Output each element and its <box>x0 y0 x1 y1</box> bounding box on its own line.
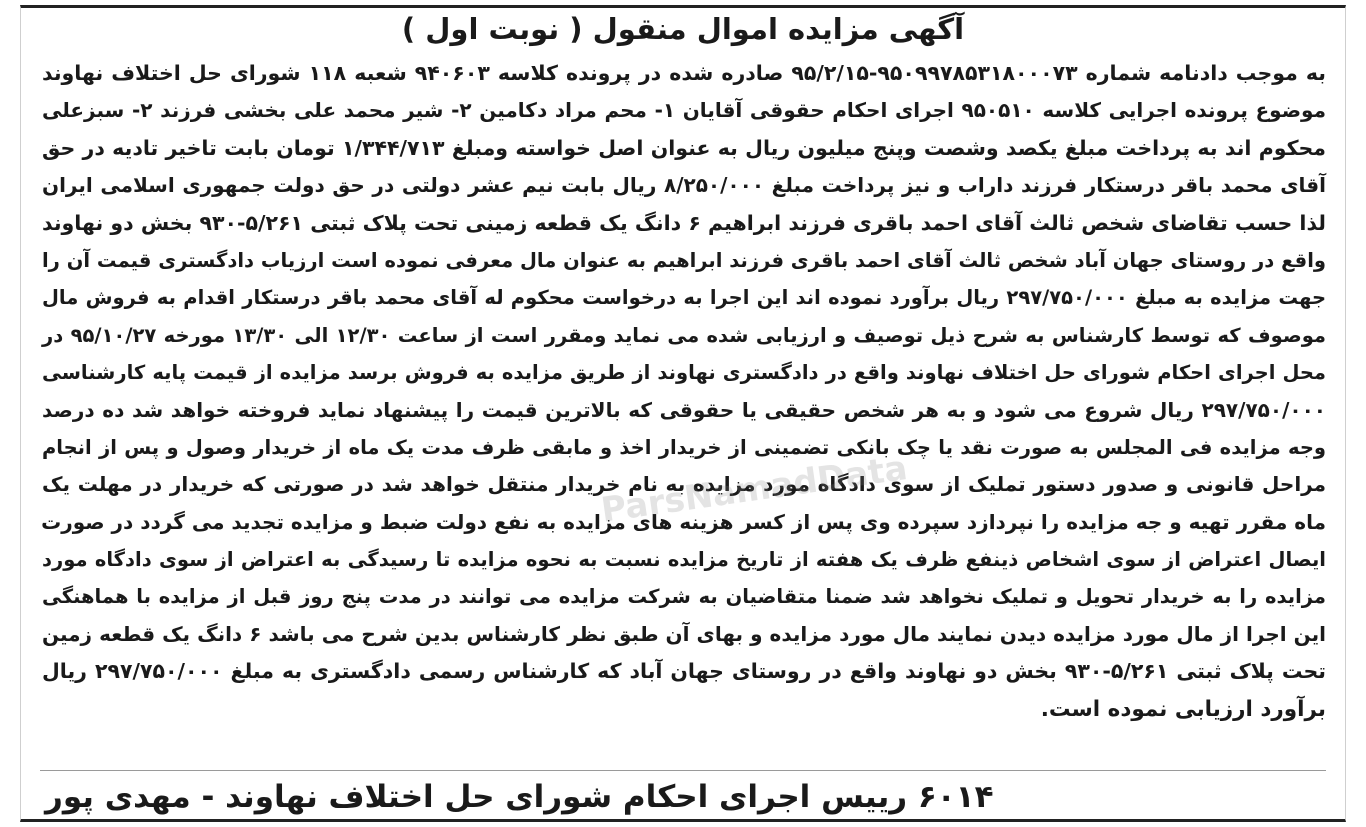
body-line: مزایده را به خریدار تحویل و تملیک نخواهد شد ضمنا متقاضیان به شرکت مزایده می توانند در مدت پنج روز قبل از مزایده با هماهنگی <box>42 585 1326 609</box>
notice-title: آگهی مزایده اموال منقول ( نوبت اول ) <box>401 12 965 46</box>
body-line: وجه مزایده فی المجلس به صورت نقد یا چک بانکی تضمینی از خریدار اخذ و مابقی ظرف مدت یک ماه از خریدار وصول و پس از انجام <box>42 435 1326 459</box>
body-line: لذا حسب تقاضای شخص ثالث آقای احمد باقری فرزند ابراهیم ۶ دانگ یک قطعه زمینی تحت پلاک ثبتی ۵/۲۶۱-۹۳۰ بخش دو نهاوند <box>42 210 1326 235</box>
signature: ۶۰۱۴ رییس اجرای احکام شورای حل اختلاف نهاوند - مهدی پور <box>45 779 994 815</box>
body-line: محل اجرای احکام شورای حل اختلاف نهاوند واقع در دادگستری نهاوند از طریق مزایده به فروش برسد مزایده از قیمت پایه کارشناسی <box>42 361 1326 385</box>
body-line: موضوع پرونده اجرایی کلاسه ۹۵۰۵۱۰ اجرای احکام حقوقی آقایان ۱- محم مراد دکامین ۲- شیر محمد علی بخشی فرزند ۲- سبزعلی <box>42 98 1326 123</box>
body-line: تحت پلاک ثبتی ۵/۲۶۱-۹۳۰ بخش دو نهاوند واقع در روستای جهان آباد که کارشناس رسمی دادگستری به مبلغ ۲۹۷/۷۵۰/۰۰۰ ریال <box>42 659 1326 684</box>
body-line: واقع در روستای جهان آباد شخص ثالث آقای احمد باقری فرزند ابراهیم به عنوان مال معرفی نموده است ارزیاب دادگستری قیمت آن را <box>42 248 1326 272</box>
body-line: این اجرا از مال مورد مزایده دیدن نمایند مال مورد مزایده و بهای آن طبق نظر کارشناس بدین شرح می باشد ۶ دانگ یک قطعه زمین <box>42 621 1326 646</box>
body-line: جهت مزایده به مبلغ ۲۹۷/۷۵۰/۰۰۰ ریال برآورد نموده اند این اجرا به درخواست محکوم له آقای محمد باقر درستکار اقدام به فروش مال <box>42 286 1326 310</box>
divider <box>40 770 1326 771</box>
body-line: موصوف که توسط کارشناس به شرح ذیل توصیف و ارزیابی شده می نماید ومقرر است از ساعت ۱۲/۳۰ الی ۱۳/۳۰ مورخه ۹۵/۱۰/۲۷ در <box>42 323 1326 347</box>
body-line: ایصال اعتراض از سوی اشخاص ذینفع ظرف یک هفته از تاریخ مزایده نسبت به نحوه مزایده تا رسیدگی به اعتراض از سوی دادگاه مورد <box>42 548 1326 572</box>
body-line: مراحل قانونی و صدور دستور تملیک از سوی دادگاه مورد مزایده به نام خریدار منتقل خواهد شد در صورتی که خریدار در مهلت یک <box>42 472 1326 497</box>
watermark: ParsNamadData <box>598 448 910 531</box>
body-line: آقای محمد باقر درستکار فرزند داراب و نیز پرداخت مبلغ ۸/۲۵۰/۰۰۰ ریال بابت نیم عشر دولتی در حق دولت جمهوری اسلامی ایران <box>42 173 1326 198</box>
body-line-last: برآورد ارزیابی نموده است. <box>1040 696 1326 722</box>
body-line: محکوم اند به پرداخت مبلغ یکصد وشصت وپنج میلیون ریال به عنوان اصل خواسته ومبلغ ۱/۳۴۴/۷۱۳ تومان بابت تاخیر تادیه در حق <box>42 135 1326 160</box>
body-line: ماه مقرر تهیه و جه مزایده را نپردازد سپرده وی پس از کسر هزینه های مزایده به نفع دولت ضبط و مزایده تجدید می گردد در صورت <box>41 509 1326 534</box>
notice-body <box>42 55 1326 728</box>
body-line: به موجب دادنامه شماره ۹۵۰۹۹۷۸۵۳۱۸۰۰۰۷۳-۹۵/۲/۱۵ صادره شده در پرونده کلاسه ۹۴۰۶۰۳ شعبه ۱۱۸ شورای حل اختلاف نهاوند <box>42 61 1326 85</box>
body-line: ۲۹۷/۷۵۰/۰۰۰ ریال شروع می شود و به هر شخص حقیقی یا حقوقی که بالاترین قیمت را پیشنهاد نماید فروخته خواهد شد ده درصد <box>42 397 1326 422</box>
